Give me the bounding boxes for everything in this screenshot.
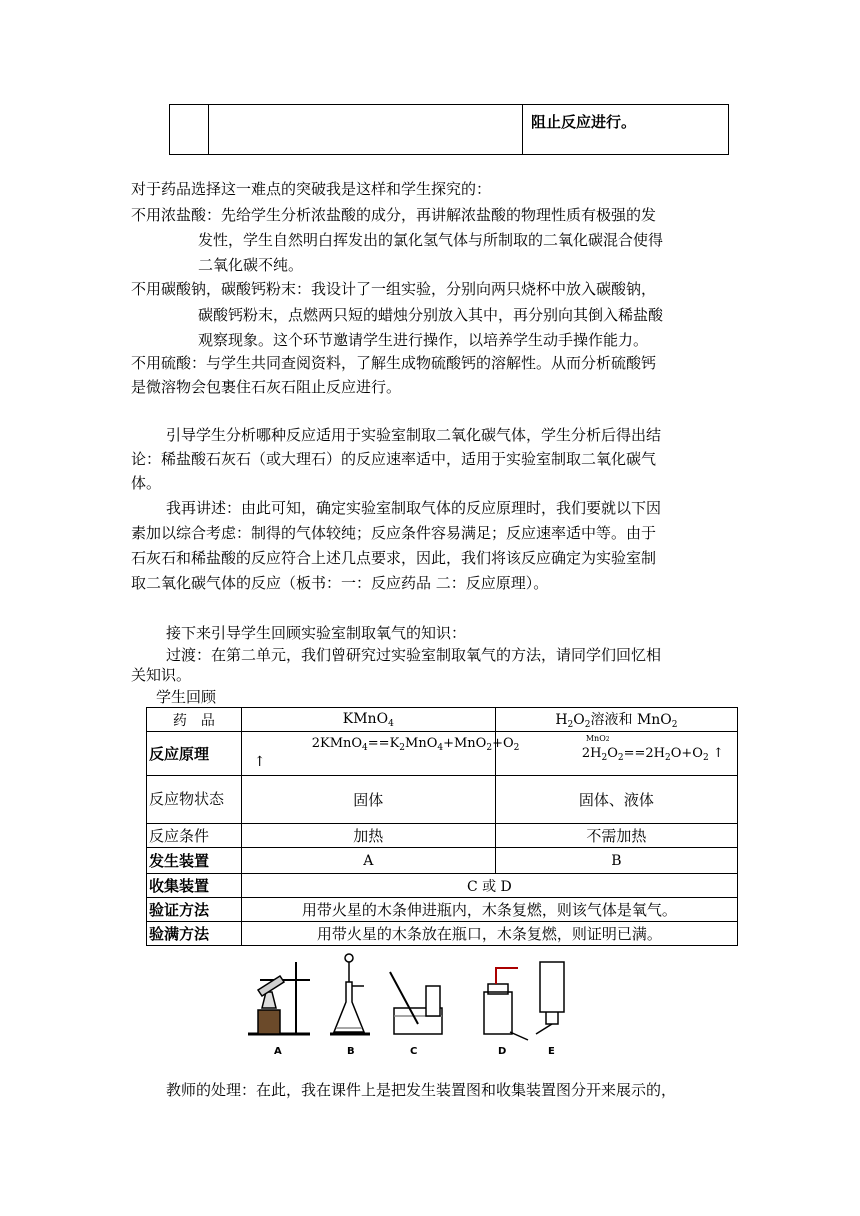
para-6-line2: 素加以综合考虑：制得的气体较纯；反应条件容易满足；反应速率适中等。由于 (131, 524, 657, 542)
apparatus-e-icon (536, 962, 564, 1034)
figure-label-c: C (410, 1046, 418, 1057)
para-4-line2: 是微溶物会包裹住石灰石阻止反应进行。 (131, 378, 402, 396)
row-verify-label: 验证方法 (147, 898, 242, 922)
apparatus-a-icon (248, 962, 310, 1034)
top-table-fragment (169, 104, 729, 155)
device-2: B (495, 848, 737, 874)
top-table-cell-3: 阻止反应进行。 (523, 105, 729, 155)
cond-1: 加热 (241, 824, 495, 848)
apparatus-b-icon (330, 954, 370, 1034)
para-5-line3: 体。 (131, 474, 162, 492)
header-label: 药 品 (147, 708, 242, 732)
row-device-label: 发生装置 (147, 848, 242, 874)
state-1: 固体 (241, 776, 495, 824)
para-6-line4: 取二氧化碳气体的反应（板书：一：反应药品 二：反应原理）。 (131, 574, 549, 592)
top-table-cell-2 (209, 105, 523, 155)
figure-label-b: B (347, 1046, 355, 1057)
para-3-line3: 观察现象。这个环节邀请学生进行操作，以培养学生动手操作能力。 (198, 331, 649, 349)
row-full-label: 验满方法 (147, 922, 242, 946)
para-8-line1: 过渡：在第二单元，我们曾研究过实验室制取氧气的方法，请同学们回忆相 (166, 646, 662, 664)
para-8-line2: 关知识。 (131, 666, 192, 684)
row-collect-label: 收集装置 (147, 874, 242, 898)
verify-value: 用带火星的木条伸进瓶内，木条复燃，则该气体是氧气。 (241, 898, 737, 922)
figure-label-a: A (274, 1046, 282, 1057)
device-1: A (241, 848, 495, 874)
para-3-line1: 不用碳酸钠，碳酸钙粉末：我设计了一组实验，分别向两只烧杯中放入碳酸钠， (131, 280, 657, 298)
state-2: 固体、液体 (495, 776, 737, 824)
para-5-line2: 论：稀盐酸石灰石（或大理石）的反应速率适中，适用于实验室制取二氧化碳气 (131, 450, 657, 468)
para-3-line2: 碳酸钙粉末，点燃两只短的蜡烛分别放入其中，再分别向其倒入稀盐酸 (198, 306, 664, 324)
cond-2: 不需加热 (495, 824, 737, 848)
apparatus-figure (240, 952, 570, 1062)
para-intro: 对于药品选择这一难点的突破我是这样和学生探究的： (131, 180, 492, 198)
para-7: 接下来引导学生回顾实验室制取氧气的知识： (166, 624, 467, 642)
figure-label-e: E (548, 1046, 555, 1057)
row-state-label: 反应物状态 (147, 776, 242, 824)
apparatus-c-icon (390, 972, 442, 1034)
eq2-cell: MnO2 $2H_2O_2==2H_2O+O_2$ ↑ (495, 732, 737, 776)
para-9: 学生回顾 (156, 688, 217, 706)
figure-label-d: D (498, 1046, 507, 1057)
eq1-cell: $2KMnO_4==K_2MnO_4+MnO_2+O_2$ ↑ (241, 732, 495, 776)
para-2-line1: 不用浓盐酸：先给学生分析浓盐酸的成分，再讲解浓盐酸的物理性质有极强的发 (131, 206, 657, 224)
row-condition-label: 反应条件 (147, 824, 242, 848)
header-kmno4: KMnO$_4$ (241, 708, 495, 732)
para-6-line3: 石灰石和稀盐酸的反应符合上述几点要求，因此，我们将该反应确定为实验室制 (131, 549, 657, 567)
para-10: 教师的处理：在此，我在课件上是把发生装置图和收集装置图分开来展示的， (166, 1081, 677, 1099)
para-4-line1: 不用硫酸：与学生共同查阅资料，了解生成物硫酸钙的溶解性。从而分析硫酸钙 (131, 354, 657, 372)
para-2-line2: 发性，学生自然明白挥发出的氯化氢气体与所制取的二氧化碳混合使得 (198, 231, 664, 249)
collect-value: C 或 D (241, 874, 737, 898)
row-principle-label: 反应原理 (147, 732, 242, 776)
para-6-line1: 我再讲述：由此可知，确定实验室制取气体的反应原理时，我们要就以下因 (166, 499, 662, 517)
gas-arrow-icon: ↑ (253, 754, 266, 770)
para-2-line3: 二氧化碳不纯。 (198, 256, 304, 274)
header-h2o2: $H_2O_2$溶液和 MnO$_2$ (495, 708, 737, 732)
para-5-line1: 引导学生分析哪种反应适用于实验室制取二氧化碳气体，学生分析后得出结 (166, 426, 662, 444)
oxygen-comparison-table (146, 707, 738, 946)
top-table-cell-1 (170, 105, 209, 155)
apparatus-d-icon (484, 968, 528, 1040)
full-value: 用带火星的木条放在瓶口，木条复燃，则证明已满。 (241, 922, 737, 946)
